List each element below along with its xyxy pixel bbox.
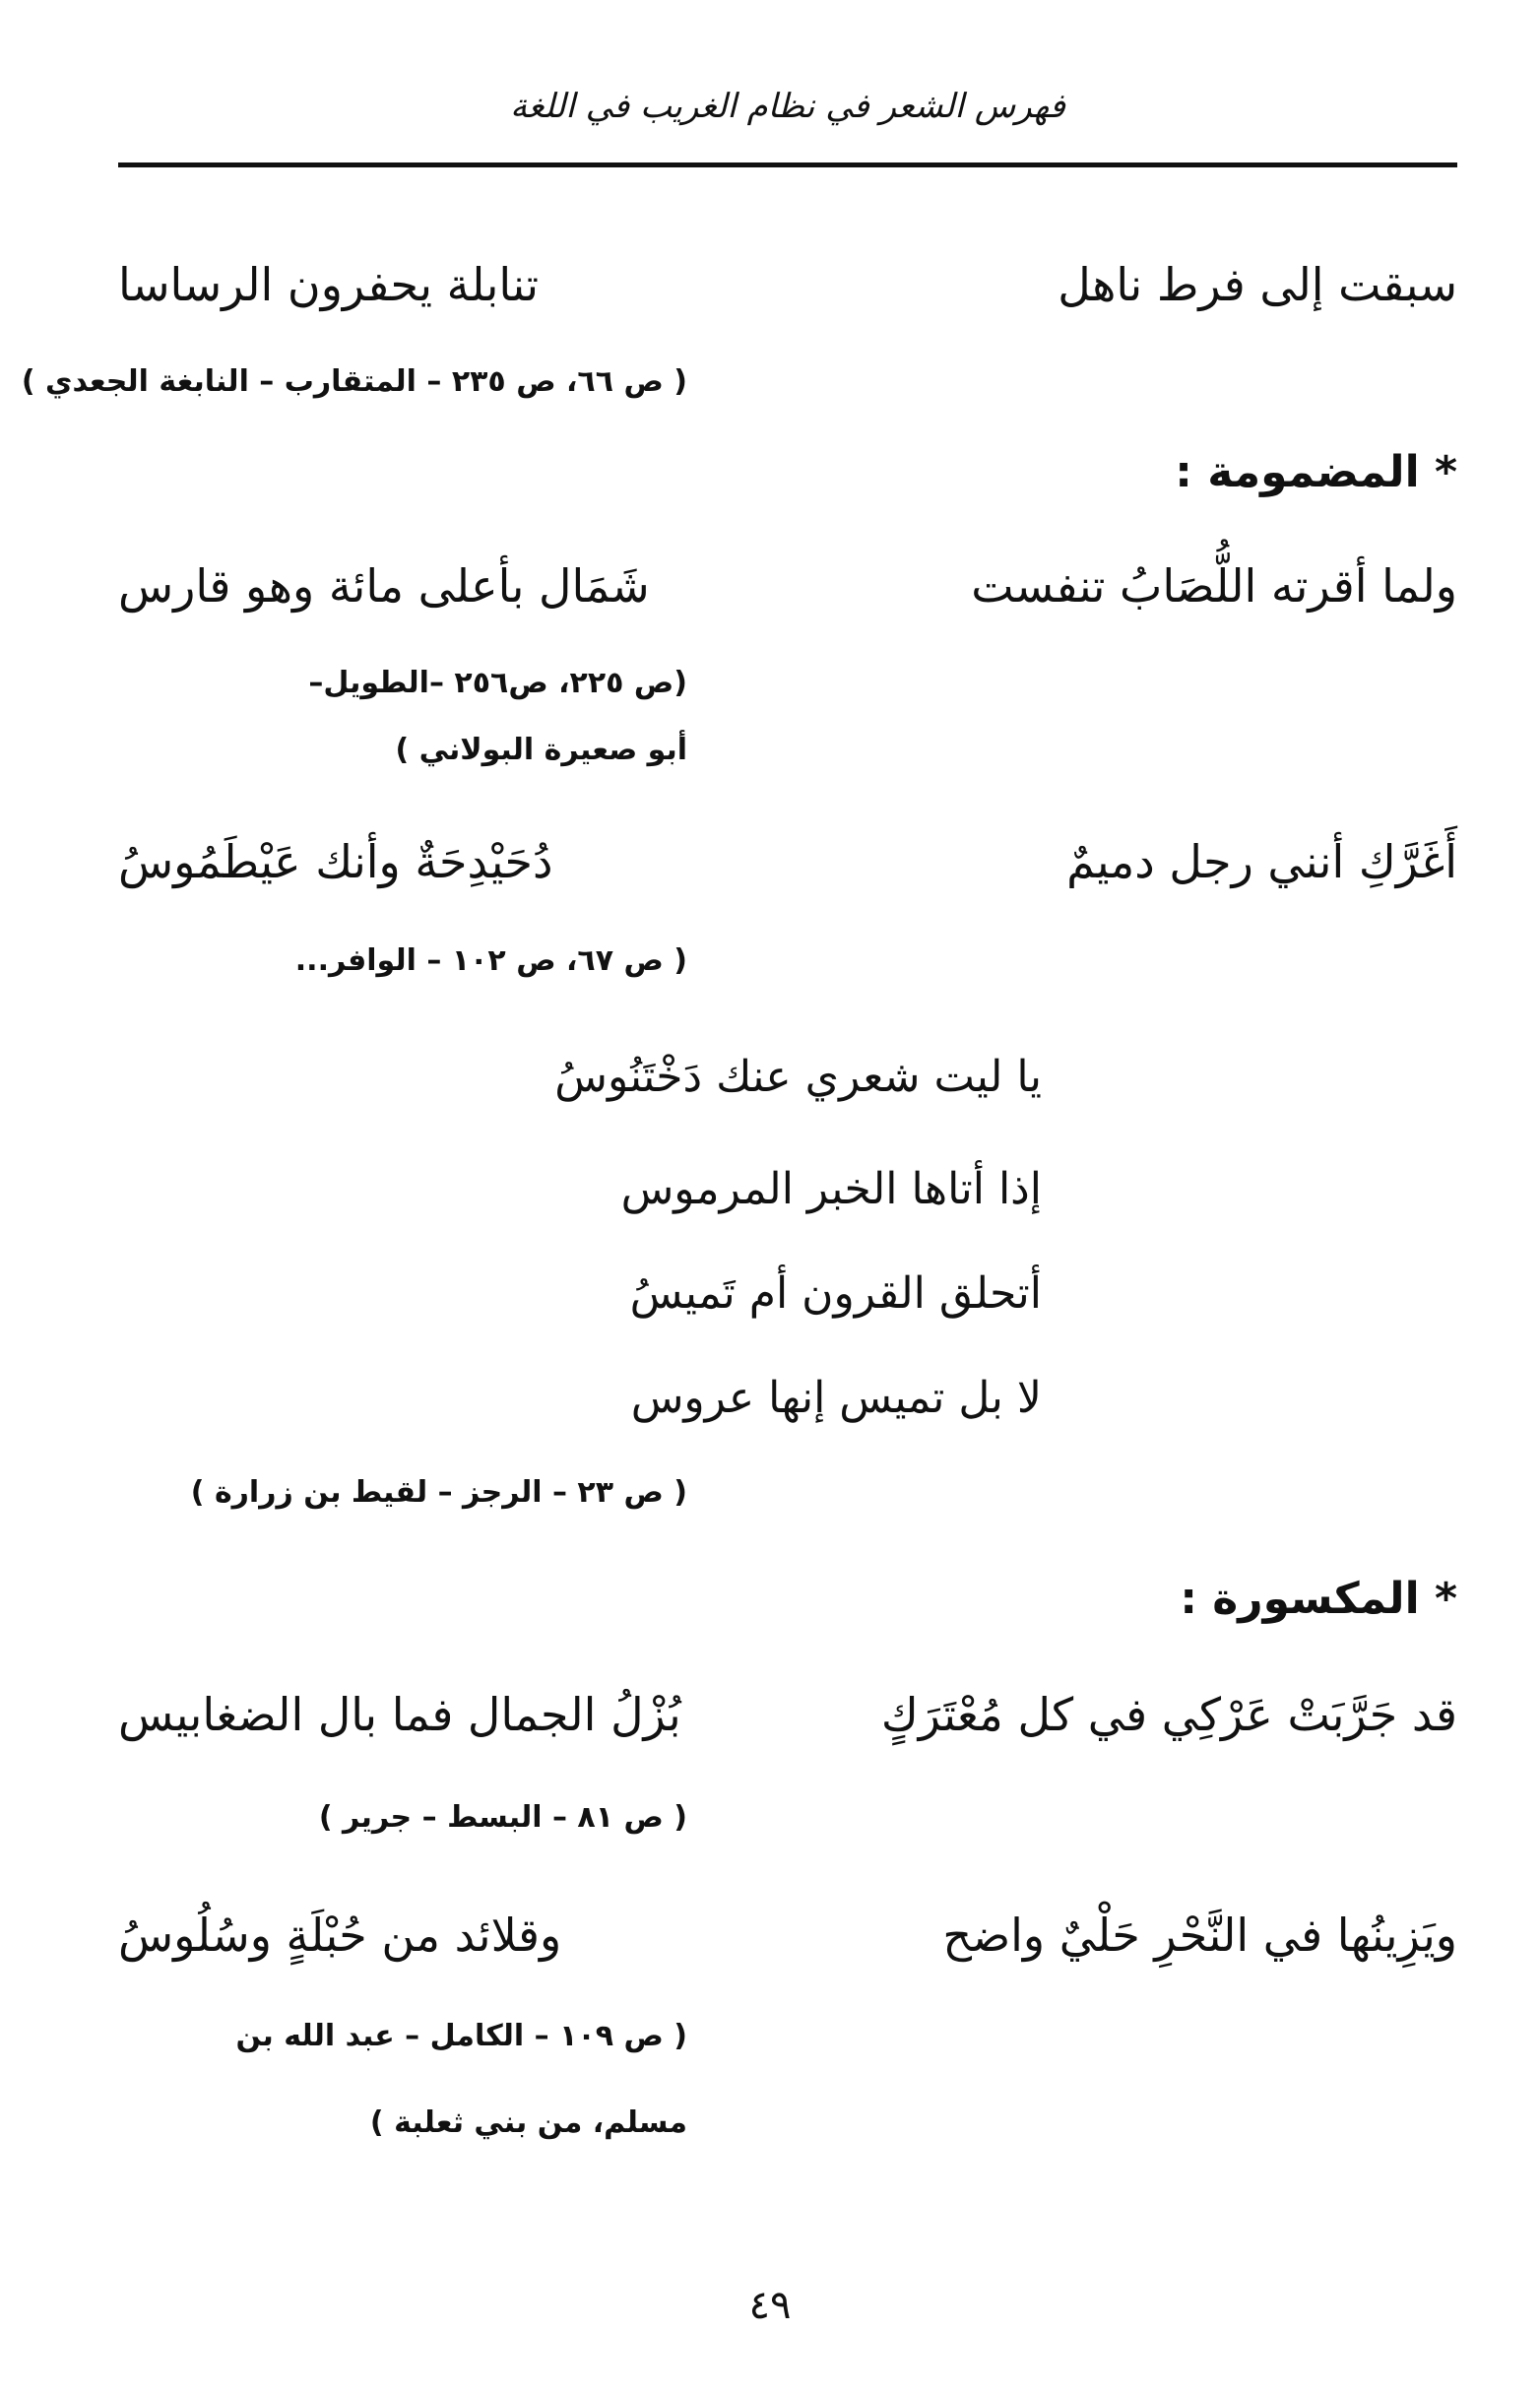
- verse-source: (ص ٢٢٥، ص٢٥٦ –الطويل–: [308, 666, 687, 700]
- verse-line: [118, 1680, 1457, 1749]
- section-heading: * المكسورة :: [1180, 1574, 1457, 1624]
- verse-source: ( ص ٦٧، ص ١٠٢ – الوافر...: [294, 943, 687, 978]
- verse-first-hemistich: قد جَرَّبَتْ عَرْكِي في كل مُعْتَرَكٍ: [880, 1688, 1457, 1741]
- verse-source: أبو صعيرة البولاني ): [395, 733, 687, 767]
- rajaz-line: إذا أتاها الخبر المرموس: [620, 1164, 1042, 1214]
- verse-first-hemistich: ولما أقرته اللُّصَابُ تنفست: [971, 559, 1457, 613]
- verse-source: مسلم، من بني ثعلبة ): [369, 2105, 687, 2140]
- rajaz-line: يا ليت شعري عنك دَخْتَنُوسُ: [554, 1052, 1042, 1102]
- verse-source: ( ص ٢٣ – الرجز – لقيط بن زرارة ): [190, 1475, 687, 1510]
- verse-second-hemistich: تنابلة يحفرون الرساسا: [118, 258, 540, 311]
- verse-first-hemistich: ويَزِينُها في النَّحْرِ حَلْيٌ واضح: [942, 1909, 1457, 1962]
- verse-second-hemistich: دُحَيْدِحَةٌ وأنك عَيْطَمُوسُ: [118, 835, 553, 888]
- page-number: ٤٩: [748, 2283, 792, 2328]
- verse-source: ( ص ٨١ – البسط – جرير ): [318, 1800, 687, 1835]
- header-rule: [118, 162, 1457, 167]
- rajaz-line: لا بل تميس إنها عروس: [630, 1373, 1042, 1423]
- verse-first-hemistich: أَغَرَّكِ أنني رجل دميمٌ: [1066, 835, 1457, 888]
- section-heading: * المضمومة :: [1175, 447, 1457, 497]
- verse-line: [118, 827, 1457, 896]
- verse-line: [118, 250, 1457, 319]
- verse-second-hemistich: وقلائد من حُبْلَةٍ وسُلُوسُ: [118, 1909, 562, 1962]
- verse-second-hemistich: شَمَال بأعلى مائة وهو قارس: [118, 559, 650, 613]
- verse-first-hemistich: سبقت إلى فرط ناهل: [1058, 258, 1457, 311]
- verse-second-hemistich: بُزْلُ الجمال فما بال الضغابيس: [118, 1688, 681, 1741]
- verse-source: ( ص ١٠٩ – الكامل – عبد الله بن: [235, 2019, 687, 2053]
- running-header: فهرس الشعر في نظام الغريب في اللغة: [510, 87, 1065, 126]
- verse-line: [118, 1901, 1457, 1970]
- rajaz-line: أتحلق القرون أم تَميسُ: [629, 1268, 1042, 1319]
- verse-source: ( ص ٦٦، ص ٢٣٥ – المتقارب – النابغة الجعدي ): [21, 364, 687, 399]
- verse-line: [118, 551, 1457, 620]
